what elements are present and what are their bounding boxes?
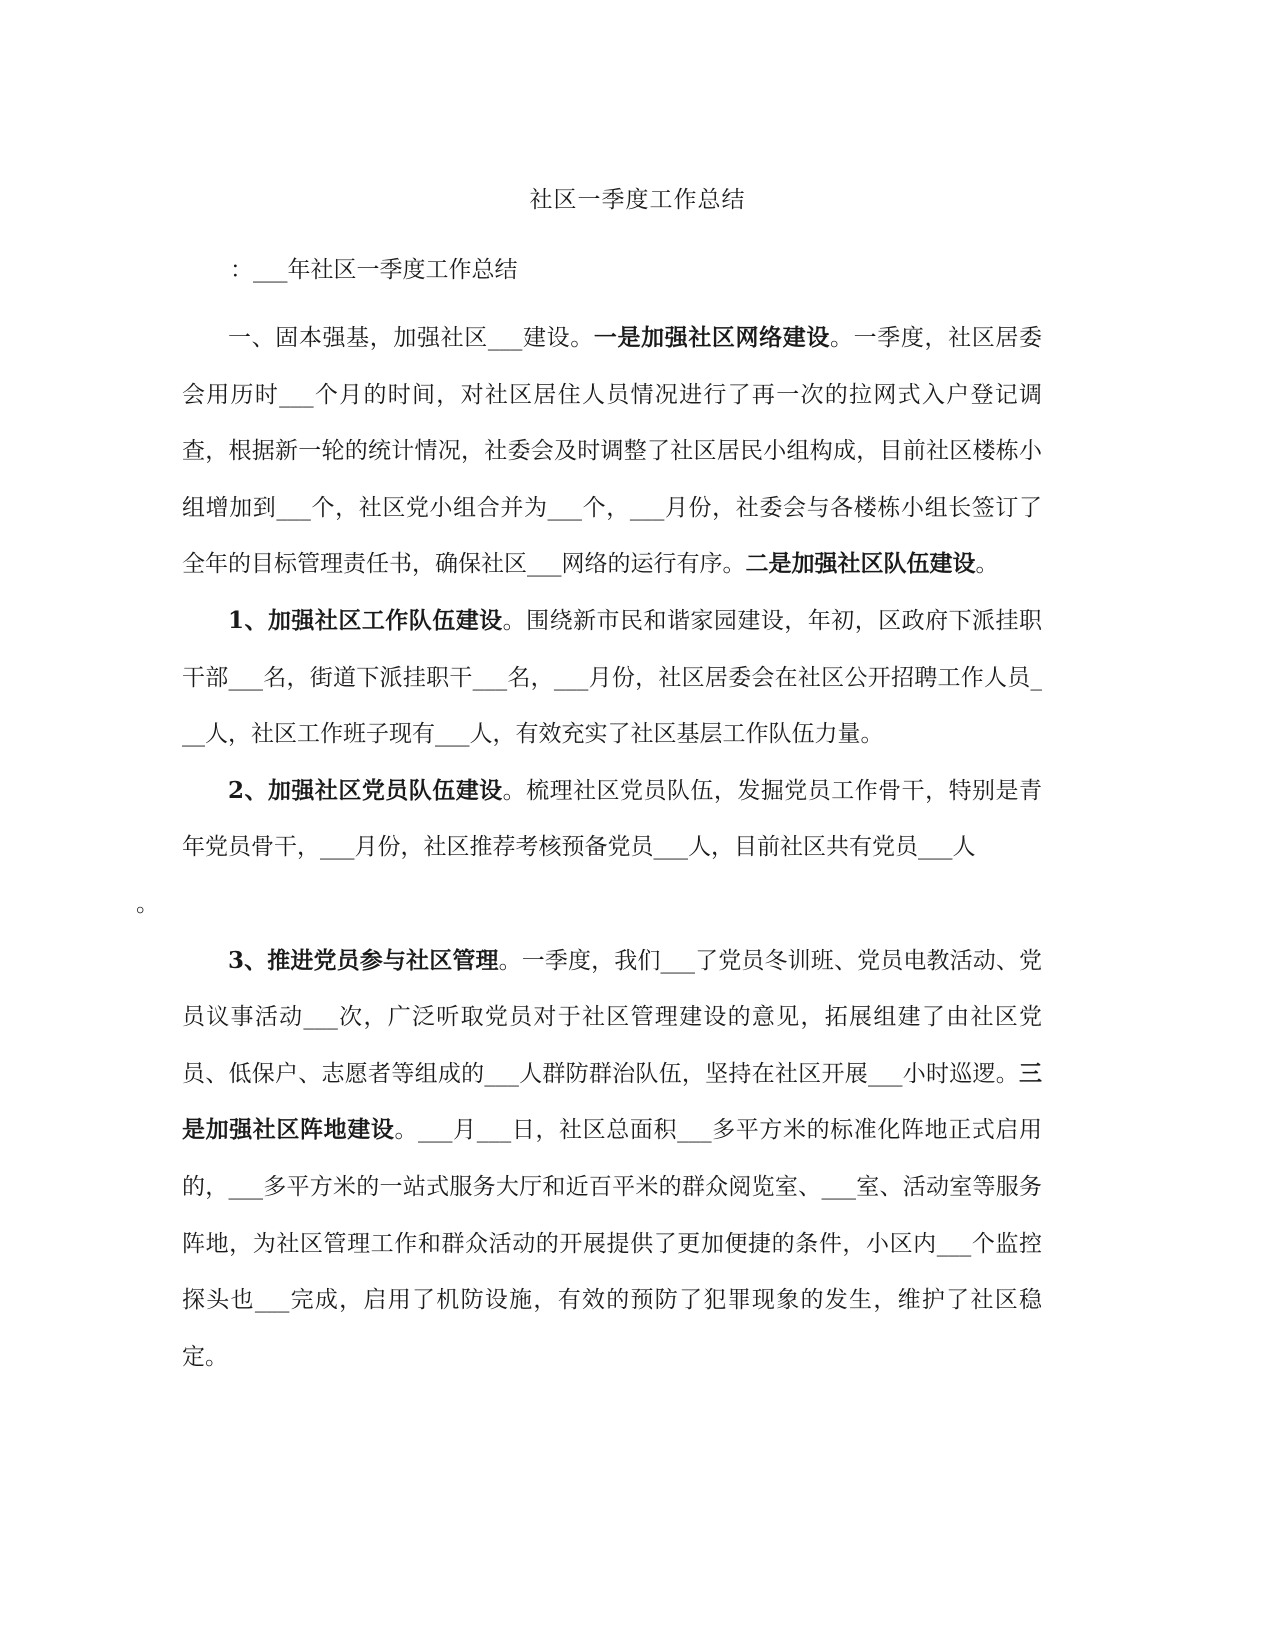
paragraph-4-text-2: 。___月___日，社区总面积___多平方米的标准化阵地正式启用的，___多平方米的一站式服务大厅和近百平米的群众阅览室、___室、活动室等服务阵地，为社区管理工作和群众活动的开展提供了更加便捷的条件，小区内___个监控探头也___完成，启用了机防设施，有效的预防了犯罪现象的发生，维护了社区稳定。 (182, 1117, 1043, 1370)
paragraph-2-heading: 1、加强社区工作队伍建设 (228, 606, 503, 634)
paragraph-4-heading: 3、推进党员参与社区管理 (228, 946, 499, 974)
paragraph-4-text: 。一季度，我们___了党员冬训班、党员电教活动、党员议事活动___次，广泛听取党员对于社区管理建设的意见，拓展组建了由社区党员、低保户、志愿者等组成的___人群防群治队伍，坚持在社区开展___小时巡逻。 (182, 947, 1042, 1087)
paragraph-3 (136, 763, 1042, 933)
paragraph-1-heading-2: 二是加强社区队伍建设 (745, 550, 976, 578)
paragraph-1-lead: 一、固本强基，加强社区___建设。 (228, 325, 594, 351)
paragraph-1 (182, 310, 1042, 593)
paragraph-2 (182, 593, 1042, 763)
document-title: 社区一季度工作总结 (529, 187, 746, 213)
paragraph-3-heading: 2、加强社区党员队伍建设 (228, 776, 503, 804)
paragraph-1-text: 。一季度，社区居委会用历时___个月的时间，对社区居住人员情况进行了再一次的拉网式入户登记调查，根据新一轮的统计情况，社委会及时调整了社区居民小组构成，目前社区楼栋小组增加到___个，社区党小组合并为___个，___月份，社委会与各楼栋小组长签订了全年的目标管理责任书，确保社区___网络的运行有序。 (182, 325, 1043, 578)
paragraph-3-end: 。 (136, 890, 159, 917)
paragraph-2-text: 。围绕新市民和谐家园建设，年初，区政府下派挂职干部___名，街道下派挂职干___名，___月份，社区居委会在社区公开招聘工作人员___人，社区工作班子现有___人，有效充实了社区基层工作队伍力量。 (182, 607, 1042, 748)
paragraph-1-heading-1: 一是加强社区网络建设 (593, 324, 831, 351)
document-subtitle: ：___年社区一季度工作总结 (230, 257, 518, 283)
paragraph-3-text: 。梳理社区党员队伍，发掘党员工作骨干，特别是青年党员骨干，___月份，社区推荐考核预备党员___人，目前社区共有党员___人 (182, 777, 1042, 861)
document-body (136, 310, 1043, 1385)
paragraph-1-end: 。 (975, 551, 999, 578)
paragraph-4 (182, 933, 1042, 1386)
paragraph-4-heading-2: 三是加强社区阵地建设 (182, 1059, 1042, 1144)
